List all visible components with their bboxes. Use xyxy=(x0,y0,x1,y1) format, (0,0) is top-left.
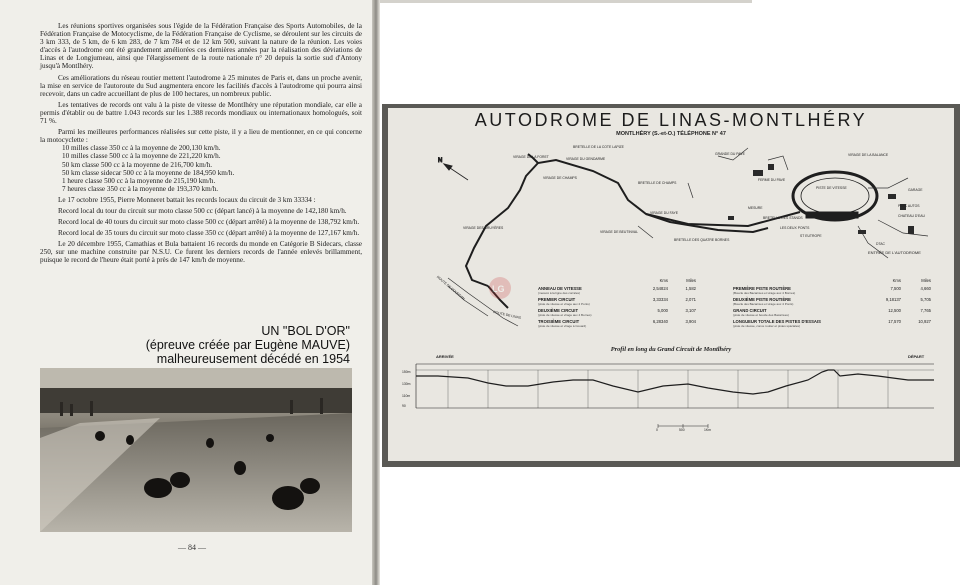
profile-axis-label: 110m xyxy=(402,394,411,398)
circuit-desc: (piste de vitesse, conve routier et pistes spéciales) xyxy=(733,324,801,328)
page-number: — 84 — xyxy=(178,543,206,552)
profile-axis-label: 90 xyxy=(402,404,406,408)
paragraph: Ces améliorations du réseau routier mettent l'autodrome à 25 minutes de Paris et, dans un proche avenir, la mise en service de l'autoroute du Sud augmentera encore les facilités d'accès à l'autodrome qui pourra ainsi recevoir, dans un cadre accueillant de plus de 100 hectares, un nombreux public. xyxy=(40,73,362,98)
profile-chart xyxy=(416,364,934,408)
circuit-km: 2,54824 xyxy=(652,286,668,291)
circuit-km: 9,18137 xyxy=(885,297,901,302)
map-label: GRANDE DU PAVE xyxy=(715,152,745,156)
circuit-miles: 1,582 xyxy=(685,286,696,291)
body-text xyxy=(40,22,362,268)
map-label: GARAGE xyxy=(908,188,923,192)
scale-label: 500 xyxy=(679,428,685,432)
record-line: 10 milles classe 500 cc à la moyenne de 221,220 km/h. xyxy=(62,152,221,161)
table-header xyxy=(538,278,700,286)
header-km: Kms xyxy=(892,278,901,283)
race-photo xyxy=(40,368,352,532)
circuit-miles: 4,660 xyxy=(920,286,931,291)
paragraph: Les réunions sportives organisées sous l'égide de la Fédération Française des Sports Automobiles, de la Fédération Française de Motocyclisme, de la Fédération Française de Cyclisme, se déroulent sur les circuits de 3 km 333, de 5 km, de 6 km 283, de 7 km 784 et de 12 km 500, suivant la nature de la réunion. Les voies d'accès à l'autodrome ont été grandement améliorées ces dernières années par la réalisation des déviations de Linas et de Longjumeau, ainsi que l'élargissement de la route nationale n° 20 depuis la sortie sud d'Antony jusqu'à Montlhéry. xyxy=(40,22,362,71)
circuit-miles: 2,071 xyxy=(685,297,696,302)
map-label: LES DEUX PONTS xyxy=(780,226,810,230)
caption-line: UN "BOL D'OR" xyxy=(261,324,350,338)
circuit-miles: 5,705 xyxy=(920,297,931,302)
circuit-name: ANNEAU DE VITESSE xyxy=(538,286,582,291)
map-label: BRETELLE DE LA COTE LAPIZE xyxy=(573,145,624,149)
circuit-km: 6,28340 xyxy=(652,319,668,324)
paragraph: Parmi les meilleures performances réalisées sur cette piste, il y a lieu de mentionner, en ce qui concerne la motocyclette : xyxy=(40,128,362,145)
profile-depart: DÉPART xyxy=(908,354,925,359)
book-gutter xyxy=(372,0,380,585)
map-label: VIRAGE DU FAYE xyxy=(650,211,679,215)
paragraph: Record local de 40 tours du circuit sur moto classe 500 cc (départ arrêté) à la moyenne de 138,792 km/h. xyxy=(58,218,360,227)
profile-arrivee: ARRIVÉE xyxy=(436,354,454,359)
paragraph: Record local du tour du circuit sur moto classe 500 cc (départ lancé) à la moyenne de 142,180 km/h. xyxy=(58,206,347,215)
paragraph: Le 17 octobre 1955, Pierre Monneret battait les records locaux du circuit de 3 km 33334 : xyxy=(58,195,316,204)
table-row xyxy=(733,319,938,330)
map-paper xyxy=(388,108,954,461)
map-label: VIRAGE DE LA BALANCE xyxy=(848,153,889,157)
map-title: AUTODROME DE LINAS-MONTLHÉRY xyxy=(474,110,868,130)
header-miles: Miles xyxy=(686,278,696,283)
circuit-miles: 3,904 xyxy=(685,319,696,324)
caption-line: (épreuve créée par Eugène MAUVE) xyxy=(145,338,350,352)
watermark-logo xyxy=(489,277,511,299)
table-row xyxy=(733,297,938,308)
map-label: BRETELLE DES STANDS xyxy=(763,216,803,220)
map-label: ST EUTROPE xyxy=(800,234,822,238)
circuit-name: TROISIÈME CIRCUIT xyxy=(538,319,580,324)
circuit-name: PREMIER CIRCUIT xyxy=(538,297,576,302)
map-plate xyxy=(382,104,960,467)
profile-axis-label: 150m xyxy=(402,370,411,374)
circuit-desc: (piste de vitesse et virage aux 2 Ponts) xyxy=(538,302,590,306)
distance-table-right xyxy=(733,278,938,330)
record-line: 7 heures classe 350 cc à la moyenne de 193,370 km/h. xyxy=(62,184,219,193)
caption-line: malheureusement décédé en 1954 xyxy=(156,352,350,366)
circuit-miles: 3,107 xyxy=(685,308,696,313)
record-line: 50 km classe sidecar 500 cc à la moyenne de 184,950 km/h. xyxy=(62,168,235,177)
map-label: ENTRÉE DE L'AUTODROME xyxy=(868,250,921,255)
distance-table-left xyxy=(538,278,700,330)
circuit-name: GRAND CIRCUIT xyxy=(733,308,767,313)
circuit-km: 5,000 xyxy=(657,308,668,313)
circuit-desc: (piste de vitesse et virage à Couard) xyxy=(538,324,587,328)
race-photo-image xyxy=(40,368,352,532)
map-label: FERME DU PAVE xyxy=(758,178,786,182)
profile-axis-label: 130m xyxy=(402,382,411,386)
left-page xyxy=(0,0,372,585)
scale-label: 1Km xyxy=(704,428,711,432)
header-miles: Miles xyxy=(921,278,931,283)
map-label: PARC AUTOS xyxy=(898,204,920,208)
table-header xyxy=(733,278,938,286)
record-line: 50 km classe 500 cc à la moyenne de 216,700 km/h. xyxy=(62,160,213,169)
table-row xyxy=(733,308,938,319)
map-label: BRETELLE DES QUATRE BORNES xyxy=(674,238,730,242)
circuit-miles: 10,927 xyxy=(918,319,931,324)
map-label: DTAC xyxy=(876,242,885,246)
circuit-miles: 7,765 xyxy=(920,308,931,313)
circuit-name: LONGUEUR TOTALE DES PISTES D'ESSAIS xyxy=(733,319,821,324)
circuit-km: 7,500 xyxy=(890,286,901,291)
table-row xyxy=(538,286,700,297)
speed-ring xyxy=(793,172,877,220)
circuit-desc: (mesuré à la ligne des corrales) xyxy=(538,291,581,295)
paragraph: Record local de 35 tours du circuit sur moto classe 350 cc (départ arrêté) à la moyenne de 127,167 km/h. xyxy=(58,229,360,238)
profile-title: Profil en long du Grand Circuit de Montlhéry xyxy=(610,346,732,353)
circuit-km: 12,500 xyxy=(888,308,901,313)
map-label: VIRAGE DES BRUYÈRES xyxy=(463,226,504,230)
circuit-name: DEUXIÈME PISTE ROUTIÈRE xyxy=(733,297,791,302)
record-line: 10 milles classe 350 cc à la moyenne de 200,130 km/h. xyxy=(62,144,221,153)
map-label: VIRAGE DE BEUTINVAL xyxy=(600,230,638,234)
map-label: CHATEAU D'EAU xyxy=(898,214,925,218)
circuit-desc: (piste de vitesse et boucle des Bacarrées) xyxy=(733,313,789,317)
record-line: 1 heure classe 500 cc à la moyenne de 215,190 km/h. xyxy=(62,176,216,185)
table-row xyxy=(538,308,700,319)
map-label: MESURE xyxy=(748,206,763,210)
circuit-name: DEUXIÈME CIRCUIT xyxy=(538,308,579,313)
circuit-name: PREMIÈRE PISTE ROUTIÈRE xyxy=(733,286,791,291)
table-row xyxy=(538,297,700,308)
map-label: BRETELLE DE CHAMPS xyxy=(638,181,677,185)
svg-text:N: N xyxy=(438,158,443,164)
map-label: VIRAGE DE LA FORET xyxy=(513,155,549,159)
photo-figure xyxy=(40,324,352,532)
map-label: VIRAGE DU GENDARME xyxy=(566,157,606,161)
header-km: Kms xyxy=(659,278,668,283)
circuit-desc: (Boucle des Bacarrées et virage aux 4 Ponts) xyxy=(733,302,794,306)
table-row xyxy=(538,319,700,330)
circuit-km: 3,33334 xyxy=(652,297,668,302)
circuit-km: 17,570 xyxy=(888,319,901,324)
table-row xyxy=(733,286,938,297)
page-top-edge xyxy=(380,0,752,3)
circuit-desc: (piste de vitesse et virage aux 4 Bornes) xyxy=(538,313,592,317)
watermark-logo-text: LG xyxy=(492,284,505,294)
map-label: ROUTE DE LINAS xyxy=(492,310,522,320)
map-label: ROUTE DE DOURDAN xyxy=(435,275,466,301)
circuit-desc: (Boucle des Bacarrées et virage aux 4 Bornes) xyxy=(733,291,796,295)
map-subtitle: MONTLHÉRY (S.-et-O.) TÉLÉPHONE N° 47 xyxy=(616,131,726,137)
paragraph: Les tentatives de records ont valu à la piste de vitesse de Montlhéry une réputation mondiale, car elle a permis d'établir ou de battre 1.043 records sur les 1.388 records mondiaux ou internationaux homologués, soit 71 %. xyxy=(40,100,362,126)
paragraph: Le 20 décembre 1955, Camathias et Bula battaient 16 records du monde en Catégorie B Sidecars, classe 250, sur une machine construite par N.S.U. Ce furent les derniers records de l'année enlevés brillamment, puisque le record de l'heure était porté à près de 147 km/h de moyenne. xyxy=(40,240,362,265)
map-label: PISTE DE VITESSE xyxy=(816,186,847,190)
map-label: VIRAGE DE CHAMPS xyxy=(543,176,577,180)
compass-icon xyxy=(438,158,468,180)
scale-label: 0 xyxy=(656,428,658,432)
